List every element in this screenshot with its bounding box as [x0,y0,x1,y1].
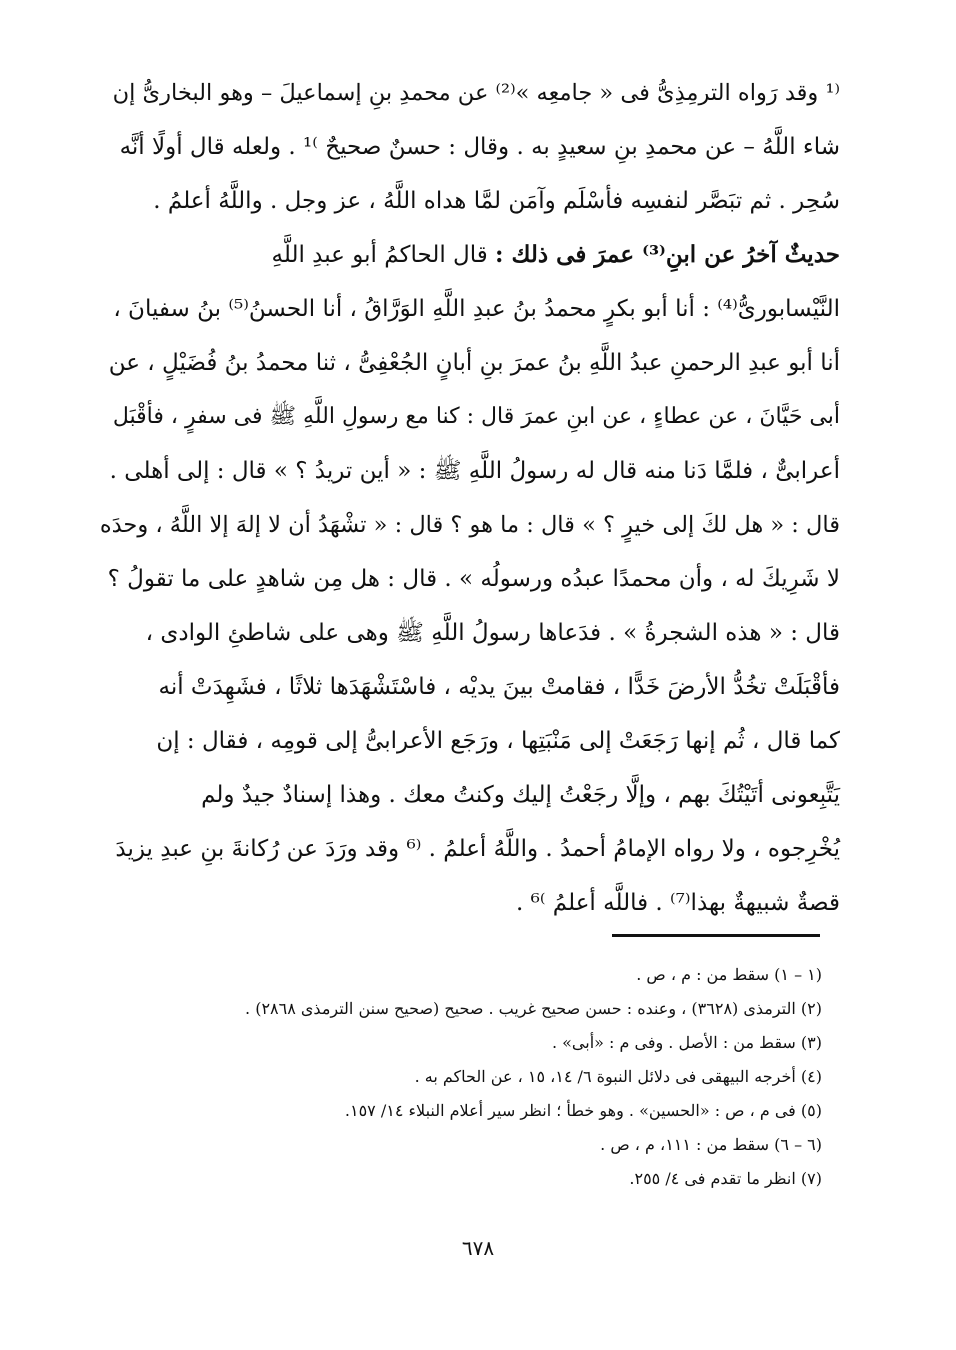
text-line: فأقْبَلَتْ تخُدُّ الأرضَ خَدًّا ، فقامتْ بينَ يديْه ، فاسْتَشْهَدَها ثلاثًا ، فشَهِدَتْ أنه [158,674,840,700]
hadith-heading-line [100,228,840,282]
text-line: يُخْرِجوه ، ولا رواه الإمامُ أحمدُ . واللَّهُ أعلمُ . ⁽⁶ وقد ورَدَ عن رُكانةَ بنِ عبدِ يزيدَ [115,836,840,862]
page-number: ٦٧٨ [461,1236,495,1260]
text-line: النَّيْسابورىُّ⁽⁴⁾ : أنا أبو بكرٍ محمدُ بنُ عبدِ اللَّهِ الوَرَّاقُ ، أنا الحسنُ⁽⁵⁾ بنُ سفيانَ ، [113,296,840,322]
text-line: قال : « هل لكَ إلى خيرٍ ؟ » قال : ما هو ؟ قال : « تشْهَدُ أن لا إلهَ إلا اللَّهُ ، وحدَه [99,512,840,538]
footnote: (٥) فى م ، ص : «الحسين» . وهو خطأ ؛ انظر سير أعلام النبلاء ١٤/ ١٥٧. [344,1101,822,1120]
footnote: (٢) الترمذى (٣٦٢٨) ، وعنده : حسن صحيح غريب . صحيح (صحيح سنن الترمذى ٢٨٦٨) . [245,999,822,1018]
footnote: (٧) انظر ما تقدم فى ٤/ ٢٥٥. [629,1169,822,1188]
text-line: قصةٌ شبيهةٌ بهذا⁽⁷⁾ . فاللَّه أعلمُ ⁾⁶ . [515,890,840,916]
text-line: قال : « هذه الشجرةُ » . فدَعاها رسولُ اللَّهِ ﷺ وهى على شاطئِ الوادى ، [145,620,840,646]
text-line: أعرابىٌّ ، فلمَّا دَنا منه قال له رسولُ اللَّهِ ﷺ : « أين تريدُ ؟ » قال : إلى أهلى . [109,458,840,484]
footnote: (٦ – ٦) سقط من : ١١١، م ، ص . [600,1135,822,1154]
main-text [100,66,840,930]
footnotes [100,958,822,1196]
hadith-first-line-rest: قال الحاكمُ أبو عبدِ اللَّهِ [271,242,496,268]
text-line: ⁽¹ وقد رَواه الترمِذِىُّ فى « جامعِه »⁽²⁾ عن محمدِ بنِ إسماعيلَ – وهو البخارىُّ إن [112,80,840,106]
footnote: (٤) أخرجه البيهقى فى دلائل النبوة ٦/ ١٤، ١٥ ، عن الحاكم به . [414,1067,822,1086]
footnote: (٣) سقط من : الأصل . وفى م : «أبى» . [551,1033,822,1052]
text-line: شاء اللَّهُ – عن محمدِ بنِ سعيدٍ به . وقال : حسنٌ صحيحٌ ⁾¹ . ولعله قال أولًا أنَّه [119,134,840,160]
footnote-divider [612,934,820,937]
footnote: (١ – ١) سقط من : م ، ص . [636,965,822,984]
text-line: يَتَّبِعونى أتَيْتُكَ بهم ، وإلَّا رجَعْتُ إليك وكنتُ معك . وهذا إسنادٌ جيدٌ ولم [201,782,840,808]
text-line: لا شَرِيكَ له ، وأن محمدًا عبدُه ورسولُه » . قال : هل مِن شاهدٍ على ما تقولُ ؟ [107,566,840,592]
text-line: أنا أبو عبدِ الرحمنِ عبدُ اللَّهِ بنُ عمرَ بنِ أبانٍ الجُعْفِىُّ ، ثنا محمدُ بنُ فُضَيْلٍ ، عن [108,350,840,376]
hadith-heading: حديثٌ آخرُ عن ابنِ⁽³⁾ عمرَ فى ذلك : [495,241,840,268]
text-line: كما قال ، ثُم إنها رَجَعَتْ إلى مَنْبَتِها ، ورَجَع الأعرابىُّ إلى قومِه ، فقال : إن [156,728,840,754]
text-line: سُحِر . ثم تبَصَّر لنفسِه فأسْلَم وآمَن لمَّا هداه اللَّهُ ، عز وجل . واللَّهُ أعلمُ . [153,188,840,214]
text-line: أبى حَيَّانَ ، عن عطاءٍ ، عن ابنِ عمرَ قال : كنا مع رسولِ اللَّهِ ﷺ فى سفرٍ ، فأقْبَل [112,404,840,429]
